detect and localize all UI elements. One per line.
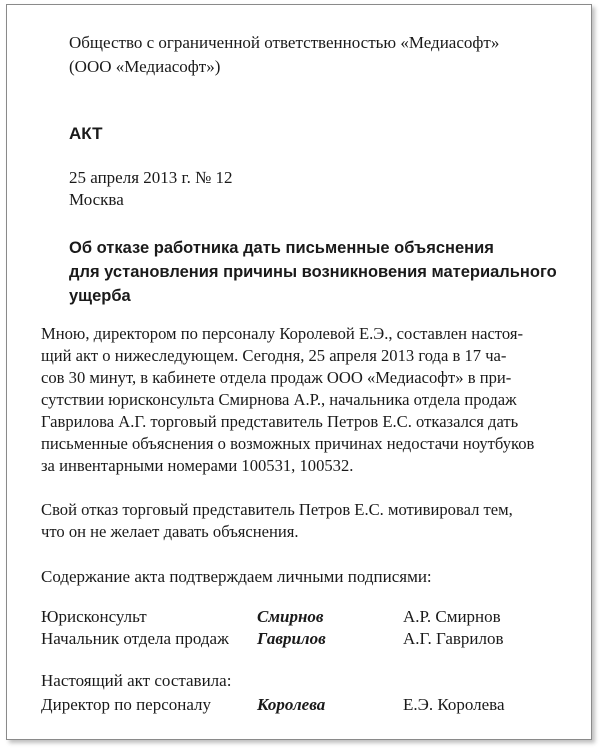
signatory-name: Е.Э. Королева xyxy=(403,695,505,714)
body-line: сутствии юрисконсульта Смирнова А.Р., начальника отдела продаж xyxy=(41,390,517,409)
title-line: Об отказе работника дать письменные объяснения xyxy=(69,239,494,257)
body-line: что он не желает давать объяснения. xyxy=(41,522,299,541)
compiled-by-label: Настоящий акт составила: xyxy=(41,671,232,690)
body-line: Мною, директором по персоналу Королевой Е.Э., составлен настоя- xyxy=(41,324,523,343)
document-type: АКТ xyxy=(69,124,103,143)
organization-full-name: Общество с ограниченной ответственностью «Медиасофт» xyxy=(69,33,500,52)
handwritten-signature: Смирнов xyxy=(257,607,324,626)
body-line: Гаврилова А.Г. торговый представитель Петров Е.С. отказался дать xyxy=(41,412,519,431)
signatory-position: Директор по персоналу xyxy=(41,695,212,714)
title-line: ущерба xyxy=(69,287,131,305)
document-city: Москва xyxy=(69,190,124,209)
handwritten-signature: Королева xyxy=(257,695,326,714)
title-line: для установления причины возникновения материального xyxy=(69,263,557,281)
handwritten-signature: Гаврилов xyxy=(257,629,326,648)
signatory-name: А.Г. Гаврилов xyxy=(403,629,504,648)
body-line: сов 30 минут, в кабинете отдела продаж ООО «Медиасофт» в при- xyxy=(41,368,512,387)
signatory-name: А.Р. Смирнов xyxy=(403,607,501,626)
body-line: Свой отказ торговый представитель Петров Е.С. мотивировал тем, xyxy=(41,500,513,519)
signatory-position: Юрисконсульт xyxy=(41,607,147,626)
document-date-number: 25 апреля 2013 г. № 12 xyxy=(69,168,233,187)
body-paragraph-2 xyxy=(41,499,571,543)
signatory-position: Начальник отдела продаж xyxy=(41,629,229,648)
body-paragraph-3: Содержание акта подтверждаем личными подписями: xyxy=(41,567,432,586)
body-line: щий акт о нижеследующем. Сегодня, 25 апреля 2013 года в 17 ча- xyxy=(41,346,507,365)
body-paragraph-1 xyxy=(41,323,571,477)
body-line: письменные объяснения о возможных причинах недостачи ноутбуков xyxy=(41,434,535,453)
body-line: за инвентарными номерами 100531, 100532. xyxy=(41,456,354,475)
document-page xyxy=(6,4,592,740)
organization-short-name: (ООО «Медиасофт») xyxy=(69,57,221,76)
